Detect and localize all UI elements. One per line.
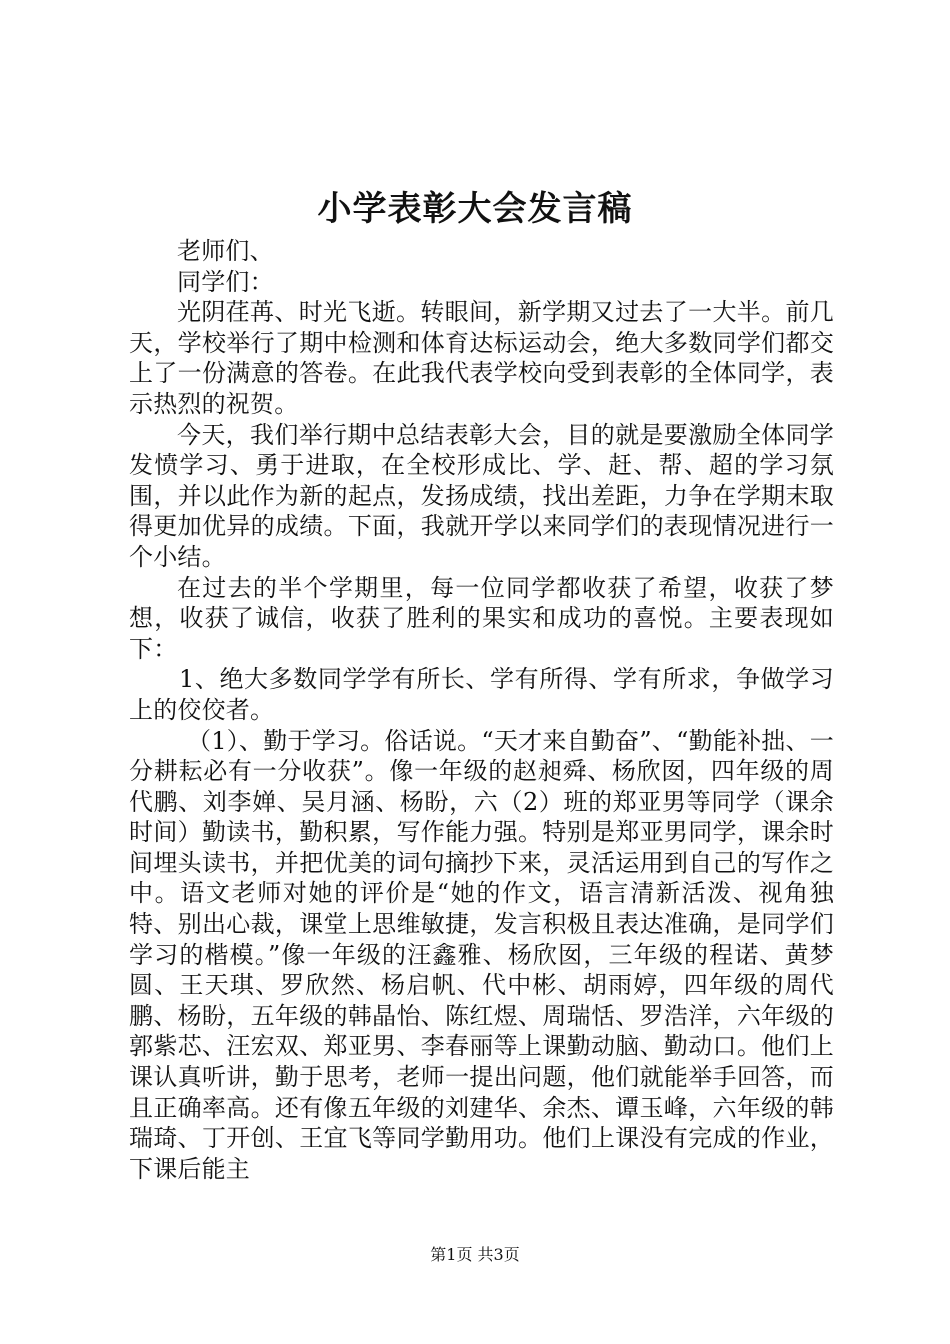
paragraph-purpose: 今天，我们举行期中总结表彰大会，目的就是要激励全体同学发愤学习、勇于进取，在全校形成比、学、赶、帮、超的学习氛围，并以此作为新的起点，发扬成绩，找出差距，力争在学期末取得更加优异的成绩。下面，我就开学以来同学们的表现情况进行一个小结。 — [129, 420, 834, 571]
paragraph-point-1-1: （1）、勤于学习。俗话说。“天才来自勤奋”、“勤能补拙、一分耕耘必有一分收获”。像一年级的赵昶舜、杨欣囡，四年级的周代鹏、刘李婵、吴月涵、杨盼，六（2）班的郑亚男等同学（课余时间）勤读书，勤积累，写作能力强。特别是郑亚男同学，课余时间埋头读书，并把优美的词句摘抄下来，灵活运用到自己的写作之中。语文老师对她的评价是“她的作文，语言清新活泼、视角独特、别出心裁，课堂上思维敏捷，发言积极且表达准确，是同学们学习的楷模。”像一年级的汪鑫雅、杨欣囡，三年级的程诺、黄梦圆、王天琪、罗欣然、杨启帆、代中彬、胡雨婷，四年级的周代鹏、杨盼，五年级的韩晶怡、陈红煜、周瑞恬、罗浩洋，六年级的郭紫芯、汪宏双、郑亚男、李春丽等上课勤动脑、勤动口。他们上课认真听讲，勤于思考，老师一提出问题，他们就能举手回答，而且正确率高。还有像五年级的刘建华、余杰、谭玉峰，六年级的韩瑞琦、丁开创、王宜飞等同学勤用功。他们上课没有完成的作业，下课后能主 — [129, 726, 834, 1183]
page-footer: 第1页 共3页 — [430, 1245, 520, 1264]
paragraph-summary: 在过去的半个学期里，每一位同学都收获了希望，收获了梦想，收获了诚信，收获了胜利的果实和成功的喜悦。主要表现如下： — [129, 573, 834, 663]
document-body — [129, 236, 834, 1184]
paragraph-opening: 光阴荏苒、时光飞逝。转眼间，新学期又过去了一大半。前几天，学校举行了期中检测和体育达标运动会，绝大多数同学们都交上了一份满意的答卷。在此我代表学校向受到表彰的全体同学，表示热烈的祝贺。 — [129, 298, 834, 418]
salutation-teachers: 老师们、 — [177, 237, 274, 265]
document-title: 小学表彰大会发言稿 — [317, 189, 633, 229]
paragraph-point-1: 1、绝大多数同学学有所长、学有所得、学有所求，争做学习上的佼佼者。 — [129, 665, 834, 724]
salutation-students: 同学们： — [177, 267, 274, 296]
